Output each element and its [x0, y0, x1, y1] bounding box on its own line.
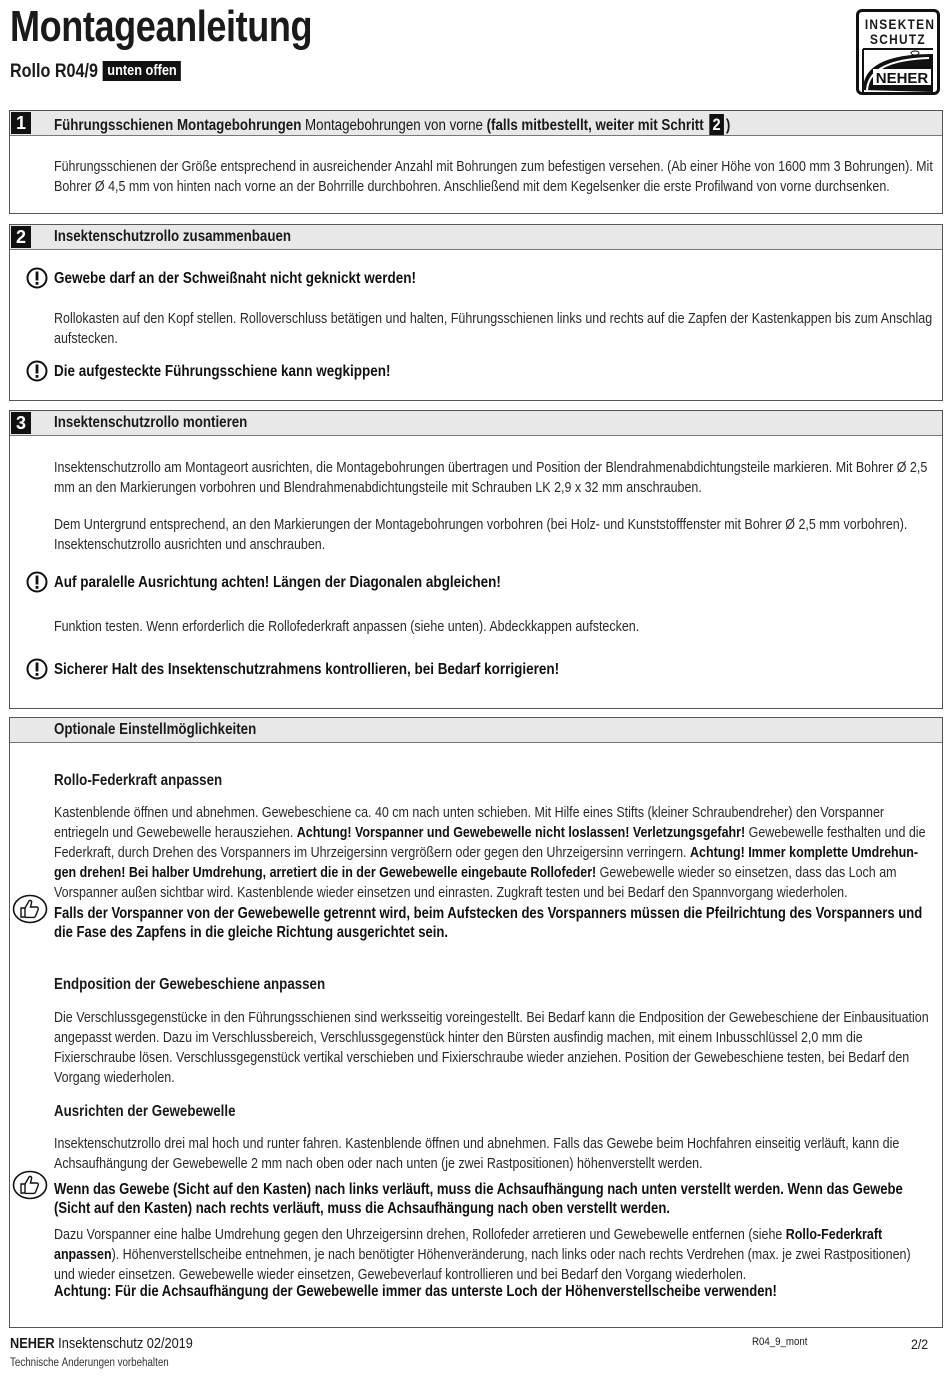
endposition-body: Die Verschlussgegenstücke in den Führungsschienen sind werksseitig voreingestellt. Bei Bedarf kann die Endposition der Gewebeschiene der Einbausituation angepasst werden. Dazu im Verschlussbereich, Verschlussgegenstück hinter den Bürsten ausfindig machen, mit einem Inbusschlüssel 2,0 mm die Fixierschraube lösen. Verschlussgegenstück vertikal verschieben und Fixierschraube wieder anziehen. Position der Gewebeschiene testen, bei Bedarf den Vorgang wiederholen. [54, 1010, 929, 1086]
ausrichten-heading: Ausrichten der Gewebewelle [54, 1103, 236, 1120]
step-3-body-1: Insektenschutzrollo am Montageort ausrichten, die Montagebohrungen übertragen und Position der Blendrahmenabdichtungsteile markieren. Mit Bohrer Ø 2,5 mm an den Markierungen vorbohren und Blendrahmenabdichtungsteile mit Schrauben LK 2,9 x 32 mm anschrauben. [54, 460, 928, 496]
step-3-body-2: Dem Untergrund entsprechend, an den Markierungen der Montagebohrungen vorbohren (bei Holz- und Kunststofffenster mit Bohrer Ø 2,5 mm vorbohren). Insektenschutzrollo ausrichten und anschrauben. [54, 517, 908, 553]
federkraft-heading: Rollo-Federkraft anpassen [54, 772, 223, 789]
step-ref-badge: 2 [709, 114, 724, 135]
page-title: Montageanleitung [10, 2, 313, 51]
federkraft-bold-1: Achtung! Vorspanner und Gewebewelle nicht loslassen! Verletzungsgefahr! [296, 825, 746, 841]
page-subtitle [10, 61, 181, 83]
step-3-header [10, 411, 942, 436]
thumbs-up-icon [12, 894, 48, 924]
neher-logo [856, 9, 940, 95]
step-2-section [9, 224, 943, 401]
federkraft-bold-2: Achtung! Immer komplette Umdrehun-gen drehen! Bei halber Umdrehung, arretiert die in der Gewebewelle eingebaute Rollofeder! [54, 845, 919, 881]
federkraft-tip: Falls der Vorspanner von der Gewebewelle getrennt wird, beim Aufstecken des Vorspanners müssen die Pfeilrichtung des Vorspanners und die Fase des Zapfens in die gleiche Richtung ausgerichtet sein. [54, 905, 923, 941]
step-1-title-paren: (falls mitbestellt, weiter mit Schritt [486, 117, 704, 134]
warning-icon [26, 658, 48, 680]
ausrichten-final-warning: Achtung: Für die Achsaufhängung der Gewebewelle immer das unterste Loch der Höhenverstellscheibe verwenden! [54, 1283, 777, 1300]
step-1-number: 1 [11, 112, 31, 134]
footer-note: Technische Änderungen vorbehalten [10, 1357, 169, 1369]
step-1-title-close: ) [725, 117, 731, 134]
ausrichten-body-1: Insektenschutzrollo drei mal hoch und runter fahren. Kastenblende öffnen und abnehmen. Falls das Gewebe beim Hochfahren einseitig verläuft, kann die Achsaufhängung der Gewebewelle 2 mm nach oben oder nach unten (je zwei Rastpositionen) höhenverstellt werden. [54, 1136, 900, 1172]
step-2-warning-1: Gewebe darf an der Schweißnaht nicht geknickt werden! [54, 270, 416, 287]
step-3-warning-1: Auf paralelle Ausrichtung achten! Längen der Diagonalen abgleichen! [54, 574, 501, 591]
federkraft-text-2: Gewebewelle festhalten und die Federkraft, durch Drehen des Vorspanners im Uhrzeigersinn vergrößern oder gegen den Uhrzeigersinn verringern. [54, 825, 926, 861]
endposition-heading: Endposition der Gewebeschiene anpassen [54, 976, 326, 993]
footer-brand [10, 1335, 193, 1352]
thumbs-up-icon [12, 1170, 48, 1200]
product-name: Rollo R04/9 [10, 61, 98, 82]
step-3-body-3: Funktion testen. Wenn erforderlich die Rollofederkraft anpassen (siehe unten). Abdeckkappen aufstecken. [54, 619, 640, 635]
warning-icon [26, 360, 48, 382]
optional-title: Optionale Einstellmöglichkeiten [54, 721, 257, 738]
footer-brand-rest: Insektenschutz 02/2019 [54, 1335, 193, 1352]
footer-page-number: 2/2 [911, 1336, 929, 1352]
optional-section [9, 717, 943, 1328]
footer-doc-id: R04_9_mont [752, 1336, 808, 1348]
variant-badge: unten offen [103, 61, 181, 81]
logo-graphic-icon [859, 12, 937, 92]
step-2-title: Insektenschutzrollo zusammenbauen [54, 228, 292, 245]
federkraft-text-1: Kastenblende öffnen und abnehmen. Gewebeschiene ca. 40 cm nach unten schieben. Mit Hilfe eines Stifts (kleiner Schraubendreher) den Vorspanner entriegeln und Gewebewelle herausziehen. [54, 805, 885, 841]
step-2-warning-2: Die aufgesteckte Führungsschiene kann wegkippen! [54, 363, 391, 380]
step-3-warning-2: Sicherer Halt des Insektenschutzrahmens kontrollieren, bei Bedarf korrigieren! [54, 661, 560, 678]
ausrichten-body-2 [54, 1225, 935, 1285]
step-1-title [54, 114, 730, 135]
step-2-header [10, 225, 942, 250]
step-2-body: Rollokasten auf den Kopf stellen. Rolloverschluss betätigen und halten, Führungsschienen links und rechts auf die Zapfen der Kastenkappen bis zum Anschlag aufstecken. [54, 311, 933, 347]
federkraft-body [54, 803, 935, 903]
logo-brand: NEHER [875, 70, 929, 87]
footer-brand-name: NEHER [10, 1335, 55, 1352]
ausrichten-text-2: ). Höhenverstellscheibe entnehmen, je nach benötigter Höhenveränderung, nach links oder nach rechts Verdrehen (max. je zwei Rastpositionen) und wieder einsetzen. Gewebewelle wieder einsetzen, Gewebeverlauf kontrollieren und bei Bedarf den Vorgang wiederholen. [54, 1247, 911, 1283]
step-1-section [9, 110, 943, 214]
federkraft-text-3: Gewebewelle wieder so einsetzen, dass das Loch am Vorspanner außen sichtbar wird. Kastenblende wieder einsetzen und einrasten. Zugkraft testen und bei Bedarf den Spannvorgang wiederholen. [54, 865, 897, 901]
step-1-body: Führungsschienen der Größe entsprechend in ausreichender Anzahl mit Bohrungen zum befestigen versehen. (Ab einer Höhe von 1600 mm 3 Bohrungen). Mit Bohrer Ø 4,5 mm von hinten nach vorne an der Bohrrille durchbohren. Anschließend mit dem Kegelsenker die erste Profilwand von vorne durchsenken. [54, 159, 933, 195]
ausrichten-text-1: Dazu Vorspanner eine halbe Umdrehung gegen den Uhrzeigersinn drehen, Rollofeder arretieren und Gewebewelle entfernen (siehe [54, 1227, 786, 1243]
warning-icon [26, 267, 48, 289]
step-3-section [9, 410, 943, 709]
step-2-number: 2 [11, 226, 31, 248]
ausrichten-bold-ref: Rollo-Federkraft anpassen [54, 1227, 883, 1263]
step-1-title-normal: Montagebohrungen von vorne [301, 117, 487, 134]
step-1-title-bold: Führungsschienen Montagebohrungen [54, 117, 302, 134]
logo-line2: SCHUTZ [870, 31, 926, 47]
step-1-header [10, 111, 942, 136]
optional-header [10, 718, 942, 743]
warning-icon [26, 571, 48, 593]
ausrichten-tip: Wenn das Gewebe (Sicht auf den Kasten) nach links verläuft, muss die Achsaufhängung nach unten verstellt werden. Wenn das Gewebe (Sicht auf den Kasten) nach rechts verläuft, muss die Achsaufhängung nach oben verstellt werden. [54, 1181, 903, 1217]
step-3-number: 3 [11, 412, 31, 434]
logo-line1: INSEKTEN [864, 16, 936, 32]
step-3-title: Insektenschutzrollo montieren [54, 414, 248, 431]
